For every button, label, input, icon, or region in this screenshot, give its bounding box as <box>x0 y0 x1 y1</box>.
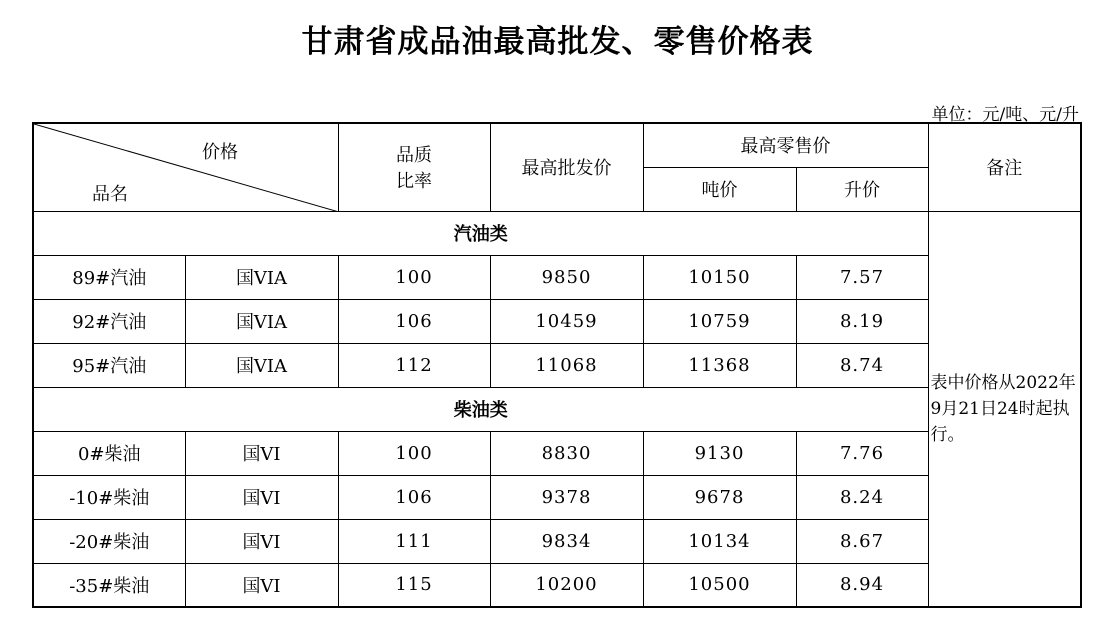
retail-price-liter: 8.94 <box>796 563 928 607</box>
table-row <box>33 343 1081 387</box>
quality-ratio: 106 <box>338 299 490 343</box>
page-title: 甘肃省成品油最高批发、零售价格表 <box>301 24 814 60</box>
quality-ratio: 100 <box>338 255 490 299</box>
retail-price-ton: 10150 <box>643 255 796 299</box>
quality-ratio: 111 <box>338 519 490 563</box>
product-name: 92#汽油 <box>33 299 185 343</box>
retail-price-ton: 9678 <box>643 475 796 519</box>
retail-price-ton: 10759 <box>643 299 796 343</box>
product-name: 95#汽油 <box>33 343 185 387</box>
product-name-header: 品名 <box>92 184 128 205</box>
emission-grade: 国VI <box>185 563 338 607</box>
diagonal-line <box>34 124 339 212</box>
emission-grade: 国VI <box>185 519 338 563</box>
retail-price-liter: 8.74 <box>796 343 928 387</box>
retail-price-liter: 8.67 <box>796 519 928 563</box>
table-row <box>33 299 1081 343</box>
table-row <box>33 431 1081 475</box>
table-row <box>33 519 1081 563</box>
retail-price-ton: 10134 <box>643 519 796 563</box>
quality-ratio: 115 <box>338 563 490 607</box>
retail-price-liter: 7.76 <box>796 431 928 475</box>
price-table <box>32 122 1082 608</box>
retail-price-liter: 8.19 <box>796 299 928 343</box>
emission-grade: 国VIA <box>185 299 338 343</box>
quality-ratio: 100 <box>338 431 490 475</box>
remark-header: 备注 <box>928 123 1081 211</box>
retail-price-ton: 10500 <box>643 563 796 607</box>
wholesale-price: 11068 <box>490 343 643 387</box>
wholesale-price: 9834 <box>490 519 643 563</box>
table-row <box>33 475 1081 519</box>
product-name: -10#柴油 <box>33 475 185 519</box>
wholesale-price: 9378 <box>490 475 643 519</box>
emission-grade: 国VI <box>185 431 338 475</box>
diesel-category: 柴油类 <box>33 387 928 431</box>
product-name: 0#柴油 <box>33 431 185 475</box>
retail-price-ton: 11368 <box>643 343 796 387</box>
emission-grade: 国VIA <box>185 255 338 299</box>
retail-price-liter: 7.57 <box>796 255 928 299</box>
quality-ratio-header <box>338 123 490 211</box>
emission-grade: 国VI <box>185 475 338 519</box>
table-row <box>33 563 1081 607</box>
price-header: 价格 <box>202 142 238 163</box>
quality-ratio: 112 <box>338 343 490 387</box>
wholesale-price: 8830 <box>490 431 643 475</box>
diagonal-header-cell <box>33 123 338 211</box>
wholesale-price: 9850 <box>490 255 643 299</box>
table-row <box>33 255 1081 299</box>
emission-grade: 国VIA <box>185 343 338 387</box>
product-name: -20#柴油 <box>33 519 185 563</box>
wholesale-price: 10200 <box>490 563 643 607</box>
gasoline-category: 汽油类 <box>33 211 928 255</box>
retail-header: 最高零售价 <box>643 123 928 167</box>
wholesale-header: 最高批发价 <box>490 123 643 211</box>
retail-price-ton: 9130 <box>643 431 796 475</box>
remark-cell: 表中价格从2022年9月21日24时起执行。 <box>928 211 1081 607</box>
per-ton-header: 吨价 <box>643 167 796 211</box>
quality-header-line1: 品质 <box>396 145 432 167</box>
unit-label: 单位：元/吨、元/升 <box>931 105 1079 125</box>
product-name: 89#汽油 <box>33 255 185 299</box>
quality-header-line2: 比率 <box>396 171 432 193</box>
wholesale-price: 10459 <box>490 299 643 343</box>
per-liter-header: 升价 <box>796 167 928 211</box>
quality-ratio: 106 <box>338 475 490 519</box>
retail-price-liter: 8.24 <box>796 475 928 519</box>
product-name: -35#柴油 <box>33 563 185 607</box>
